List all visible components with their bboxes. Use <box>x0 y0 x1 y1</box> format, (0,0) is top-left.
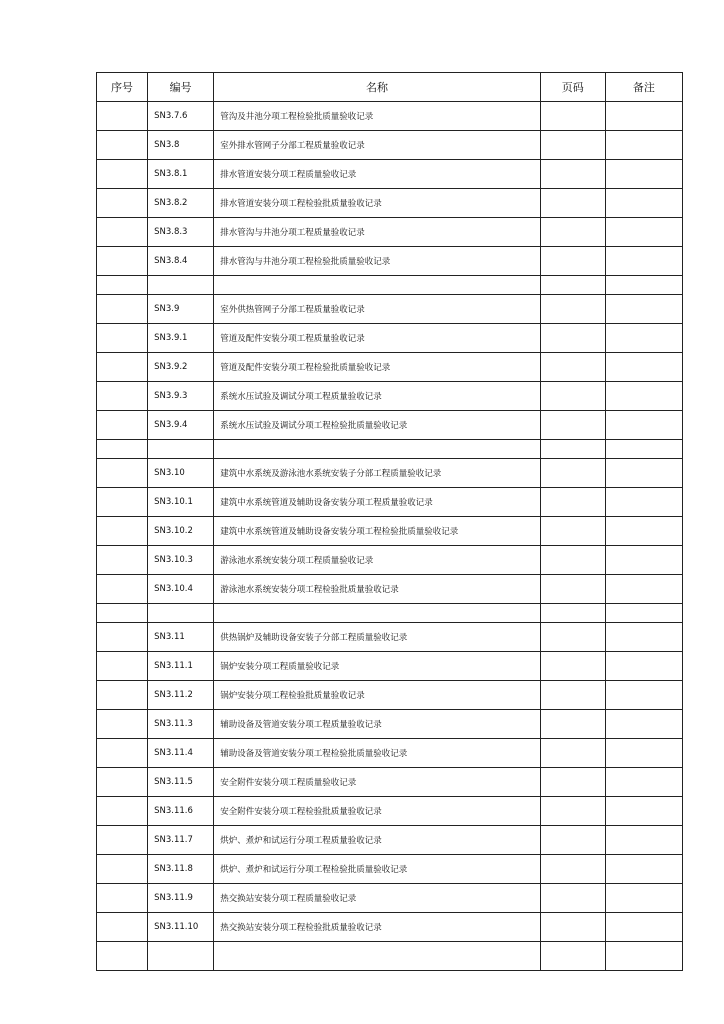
cell-page <box>540 797 605 826</box>
cell-seq <box>97 797 148 826</box>
cell-name <box>214 604 541 623</box>
cell-name: 热交换站安装分项工程检验批质量验收记录 <box>214 913 541 942</box>
cell-code: SN3.8.3 <box>148 218 214 247</box>
cell-page <box>540 102 605 131</box>
table-row <box>97 826 683 855</box>
cell-seq <box>97 131 148 160</box>
cell-name: 烘炉、煮炉和试运行分项工程检验批质量验收记录 <box>214 855 541 884</box>
cell-name: 管沟及井池分项工程检验批质量验收记录 <box>214 102 541 131</box>
cell-code: SN3.11.5 <box>148 768 214 797</box>
spacer-row <box>97 604 683 623</box>
cell-note <box>605 652 682 681</box>
cell-seq <box>97 459 148 488</box>
cell-code <box>148 604 214 623</box>
table-row <box>97 160 683 189</box>
header-page: 页码 <box>540 73 605 102</box>
cell-page <box>540 247 605 276</box>
cell-name: 辅助设备及管道安装分项工程质量验收记录 <box>214 710 541 739</box>
table-row <box>97 459 683 488</box>
cell-note <box>605 855 682 884</box>
table-row <box>97 517 683 546</box>
cell-seq <box>97 710 148 739</box>
cell-note <box>605 131 682 160</box>
cell-name: 游泳池水系统安装分项工程检验批质量验收记录 <box>214 575 541 604</box>
cell-name: 排水管沟与井池分项工程质量验收记录 <box>214 218 541 247</box>
cell-seq <box>97 855 148 884</box>
cell-code: SN3.10.3 <box>148 546 214 575</box>
cell-seq <box>97 681 148 710</box>
cell-name: 建筑中水系统管道及辅助设备安装分项工程检验批质量验收记录 <box>214 517 541 546</box>
cell-page <box>540 324 605 353</box>
header-row <box>97 73 683 102</box>
index-table <box>96 72 683 971</box>
cell-name: 烘炉、煮炉和试运行分项工程质量验收记录 <box>214 826 541 855</box>
cell-seq <box>97 295 148 324</box>
cell-code: SN3.10.2 <box>148 517 214 546</box>
cell-note <box>605 546 682 575</box>
cell-code: SN3.11.7 <box>148 826 214 855</box>
table-row <box>97 189 683 218</box>
cell-note <box>605 517 682 546</box>
cell-seq <box>97 546 148 575</box>
cell-page <box>540 189 605 218</box>
cell-name: 辅助设备及管道安装分项工程检验批质量验收记录 <box>214 739 541 768</box>
cell-page <box>540 517 605 546</box>
table-row <box>97 295 683 324</box>
cell-code: SN3.10.4 <box>148 575 214 604</box>
cell-name: 排水管道安装分项工程质量验收记录 <box>214 160 541 189</box>
cell-code: SN3.9.3 <box>148 382 214 411</box>
table-row <box>97 353 683 382</box>
cell-seq <box>97 102 148 131</box>
table-row <box>97 218 683 247</box>
cell-seq <box>97 382 148 411</box>
table-row <box>97 913 683 942</box>
cell-name <box>214 440 541 459</box>
cell-code: SN3.11.1 <box>148 652 214 681</box>
table-row <box>97 575 683 604</box>
cell-page <box>540 604 605 623</box>
cell-note <box>605 247 682 276</box>
cell-note <box>605 681 682 710</box>
cell-page <box>540 440 605 459</box>
cell-page <box>540 913 605 942</box>
cell-page <box>540 488 605 517</box>
cell-code: SN3.11.9 <box>148 884 214 913</box>
cell-seq <box>97 353 148 382</box>
table-row <box>97 488 683 517</box>
cell-code: SN3.11.10 <box>148 913 214 942</box>
cell-seq <box>97 218 148 247</box>
cell-note <box>605 324 682 353</box>
cell-seq <box>97 826 148 855</box>
cell-name: 热交换站安装分项工程质量验收记录 <box>214 884 541 913</box>
table-row <box>97 324 683 353</box>
cell-page <box>540 546 605 575</box>
cell-note <box>605 160 682 189</box>
cell-note <box>605 768 682 797</box>
cell-note <box>605 942 682 971</box>
cell-seq <box>97 768 148 797</box>
table-row <box>97 382 683 411</box>
header-name: 名称 <box>214 73 541 102</box>
table-row <box>97 652 683 681</box>
cell-name: 建筑中水系统管道及辅助设备安装分项工程质量验收记录 <box>214 488 541 517</box>
cell-note <box>605 295 682 324</box>
cell-note <box>605 826 682 855</box>
cell-seq <box>97 942 148 971</box>
cell-page <box>540 652 605 681</box>
cell-page <box>540 768 605 797</box>
cell-code: SN3.11.4 <box>148 739 214 768</box>
cell-code: SN3.9.2 <box>148 353 214 382</box>
table-row <box>97 131 683 160</box>
cell-note <box>605 353 682 382</box>
cell-note <box>605 488 682 517</box>
table-header <box>97 73 683 102</box>
cell-seq <box>97 324 148 353</box>
cell-page <box>540 710 605 739</box>
cell-note <box>605 575 682 604</box>
cell-page <box>540 353 605 382</box>
cell-note <box>605 739 682 768</box>
cell-name: 建筑中水系统及游泳池水系统安装子分部工程质量验收记录 <box>214 459 541 488</box>
cell-code: SN3.10.1 <box>148 488 214 517</box>
cell-note <box>605 604 682 623</box>
cell-name: 锅炉安装分项工程质量验收记录 <box>214 652 541 681</box>
cell-seq <box>97 623 148 652</box>
cell-name: 锅炉安装分项工程检验批质量验收记录 <box>214 681 541 710</box>
table-row <box>97 855 683 884</box>
table-row <box>97 942 683 971</box>
cell-seq <box>97 411 148 440</box>
table-row <box>97 247 683 276</box>
cell-note <box>605 710 682 739</box>
cell-code: SN3.8.4 <box>148 247 214 276</box>
cell-page <box>540 623 605 652</box>
table-row <box>97 681 683 710</box>
cell-seq <box>97 739 148 768</box>
cell-code: SN3.11.3 <box>148 710 214 739</box>
table-row <box>97 884 683 913</box>
cell-note <box>605 440 682 459</box>
cell-seq <box>97 160 148 189</box>
header-note: 备注 <box>605 73 682 102</box>
cell-code <box>148 440 214 459</box>
cell-name: 游泳池水系统安装分项工程质量验收记录 <box>214 546 541 575</box>
cell-page <box>540 575 605 604</box>
cell-note <box>605 218 682 247</box>
cell-code: SN3.10 <box>148 459 214 488</box>
cell-seq <box>97 913 148 942</box>
table-row <box>97 546 683 575</box>
table-row <box>97 768 683 797</box>
header-code: 编号 <box>148 73 214 102</box>
table-row <box>97 623 683 652</box>
cell-name: 安全附件安装分项工程检验批质量验收记录 <box>214 797 541 826</box>
cell-seq <box>97 276 148 295</box>
table-row <box>97 102 683 131</box>
cell-name: 排水管沟与井池分项工程检验批质量验收记录 <box>214 247 541 276</box>
table-row <box>97 797 683 826</box>
cell-page <box>540 855 605 884</box>
cell-code: SN3.9.4 <box>148 411 214 440</box>
cell-page <box>540 411 605 440</box>
table-row <box>97 411 683 440</box>
cell-page <box>540 131 605 160</box>
cell-page <box>540 382 605 411</box>
cell-code: SN3.8.1 <box>148 160 214 189</box>
table-row <box>97 710 683 739</box>
cell-note <box>605 884 682 913</box>
cell-name: 管道及配件安装分项工程检验批质量验收记录 <box>214 353 541 382</box>
cell-note <box>605 459 682 488</box>
spacer-row <box>97 440 683 459</box>
cell-code <box>148 942 214 971</box>
cell-name: 供热锅炉及辅助设备安装子分部工程质量验收记录 <box>214 623 541 652</box>
cell-name: 排水管道安装分项工程检验批质量验收记录 <box>214 189 541 218</box>
cell-code: SN3.9 <box>148 295 214 324</box>
cell-code: SN3.8 <box>148 131 214 160</box>
cell-name <box>214 276 541 295</box>
cell-name: 室外供热管网子分部工程质量验收记录 <box>214 295 541 324</box>
cell-seq <box>97 604 148 623</box>
cell-name: 室外排水管网子分部工程质量验收记录 <box>214 131 541 160</box>
spacer-row <box>97 276 683 295</box>
table-body <box>97 102 683 971</box>
cell-page <box>540 459 605 488</box>
cell-seq <box>97 884 148 913</box>
cell-name: 系统水压试验及调试分项工程质量验收记录 <box>214 382 541 411</box>
cell-code: SN3.9.1 <box>148 324 214 353</box>
cell-note <box>605 382 682 411</box>
cell-seq <box>97 440 148 459</box>
cell-name <box>214 942 541 971</box>
cell-code: SN3.7.6 <box>148 102 214 131</box>
cell-code: SN3.11.6 <box>148 797 214 826</box>
cell-note <box>605 102 682 131</box>
cell-seq <box>97 652 148 681</box>
cell-page <box>540 218 605 247</box>
cell-code: SN3.11.8 <box>148 855 214 884</box>
cell-seq <box>97 189 148 218</box>
cell-note <box>605 189 682 218</box>
cell-seq <box>97 575 148 604</box>
cell-page <box>540 884 605 913</box>
cell-name: 安全附件安装分项工程质量验收记录 <box>214 768 541 797</box>
cell-page <box>540 681 605 710</box>
cell-note <box>605 276 682 295</box>
cell-code: SN3.8.2 <box>148 189 214 218</box>
cell-seq <box>97 247 148 276</box>
cell-note <box>605 623 682 652</box>
cell-page <box>540 276 605 295</box>
cell-name: 系统水压试验及调试分项工程检验批质量验收记录 <box>214 411 541 440</box>
cell-note <box>605 797 682 826</box>
cell-seq <box>97 517 148 546</box>
cell-page <box>540 739 605 768</box>
cell-seq <box>97 488 148 517</box>
cell-code: SN3.11 <box>148 623 214 652</box>
cell-page <box>540 942 605 971</box>
cell-page <box>540 826 605 855</box>
cell-note <box>605 913 682 942</box>
cell-note <box>605 411 682 440</box>
header-seq: 序号 <box>97 73 148 102</box>
cell-code <box>148 276 214 295</box>
cell-name: 管道及配件安装分项工程质量验收记录 <box>214 324 541 353</box>
table-row <box>97 739 683 768</box>
cell-page <box>540 160 605 189</box>
cell-code: SN3.11.2 <box>148 681 214 710</box>
cell-page <box>540 295 605 324</box>
